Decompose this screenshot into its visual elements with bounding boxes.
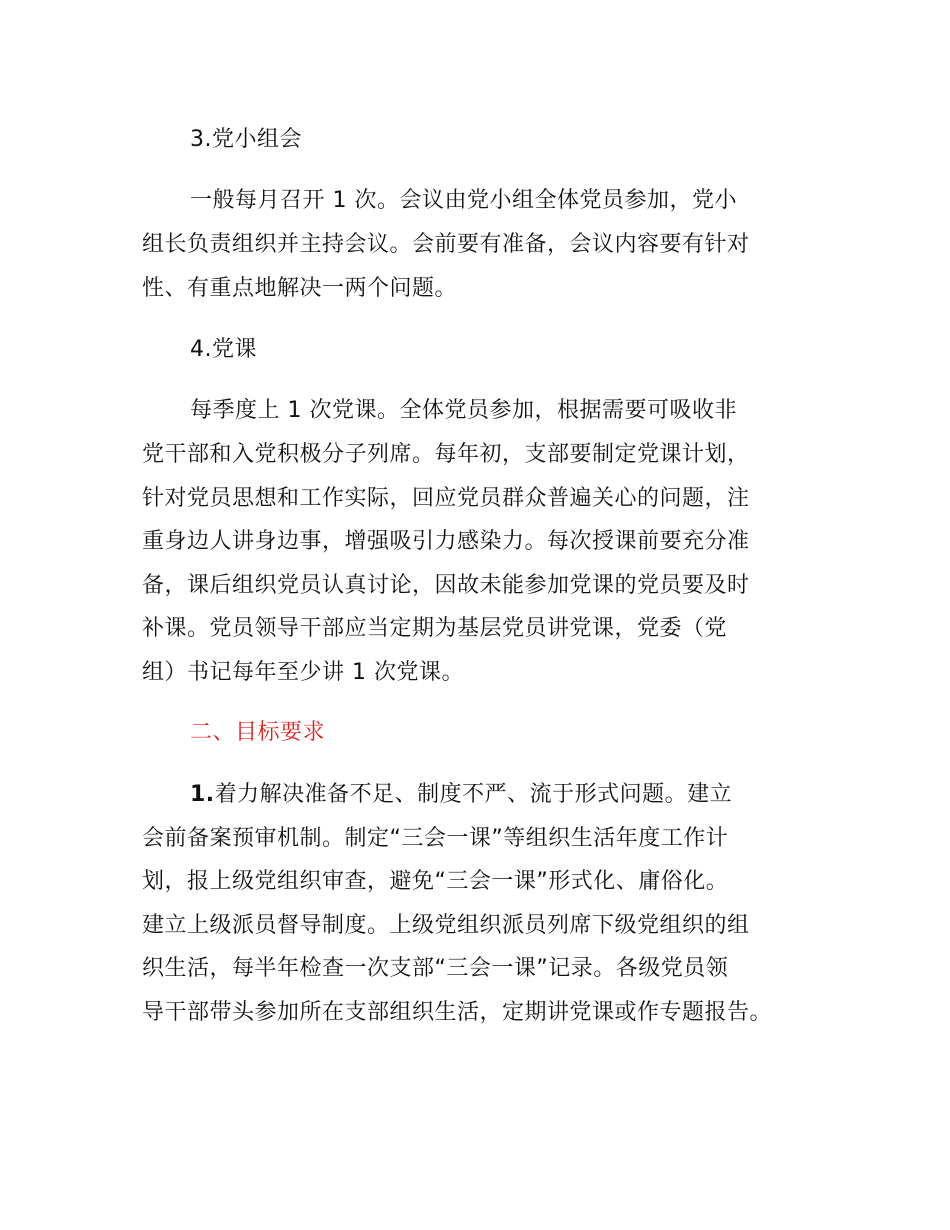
paragraph-line: 补课。党员领导干部应当定期为基层党员讲党课，党委（党 <box>142 616 728 641</box>
paragraph-line: 一般每月召开 1 次。会议由党小组全体党员参加，党小 <box>190 188 737 213</box>
paragraph-line: 划，报上级党组织审查，避免“三会一课”形式化、庸俗化。 <box>142 869 729 894</box>
paragraph-line: 会前备案预审机制。制定“三会一课”等组织生活年度工作计 <box>142 826 729 851</box>
paragraph-line: 织生活，每半年检查一次支部“三会一课”记录。各级党员领 <box>142 956 729 981</box>
paragraph-line: 建立上级派员督导制度。上级党组织派员列席下级党组织的组 <box>142 913 750 938</box>
part-heading-goals: 二、目标要求 <box>190 720 326 745</box>
paragraph-line: 组长负责组织并主持会议。会前要有准备，会议内容要有针对 <box>142 232 750 257</box>
paragraph-line: 导干部带头参加所在支部组织生活，定期讲党课或作专题报告。 <box>142 1000 773 1025</box>
item-text: 着力解决准备不足、制度不严、流于形式问题。建立 <box>214 782 733 807</box>
paragraph-line: 性、有重点地解决一两个问题。 <box>142 276 458 301</box>
paragraph-line: 重身边人讲身边事，增强吸引力感染力。每次授课前要充分准 <box>142 529 750 554</box>
paragraph-line: 针对党员思想和工作实际，回应党员群众普遍关心的问题，注 <box>142 486 750 511</box>
section-heading-3: 3.党小组会 <box>190 127 302 152</box>
item-number: 1. <box>190 782 215 807</box>
paragraph-line: 组）书记每年至少讲 1 次党课。 <box>142 660 464 685</box>
paragraph-line: 党干部和入党积极分子列席。每年初，支部要制定党课计划， <box>142 442 750 467</box>
paragraph-line: 备，课后组织党员认真讨论，因故未能参加党课的党员要及时 <box>142 573 750 598</box>
item-1-first-line <box>190 780 732 810</box>
paragraph-line: 每季度上 1 次党课。全体党员参加，根据需要可吸收非 <box>190 398 737 423</box>
section-heading-4: 4.党课 <box>190 337 257 362</box>
